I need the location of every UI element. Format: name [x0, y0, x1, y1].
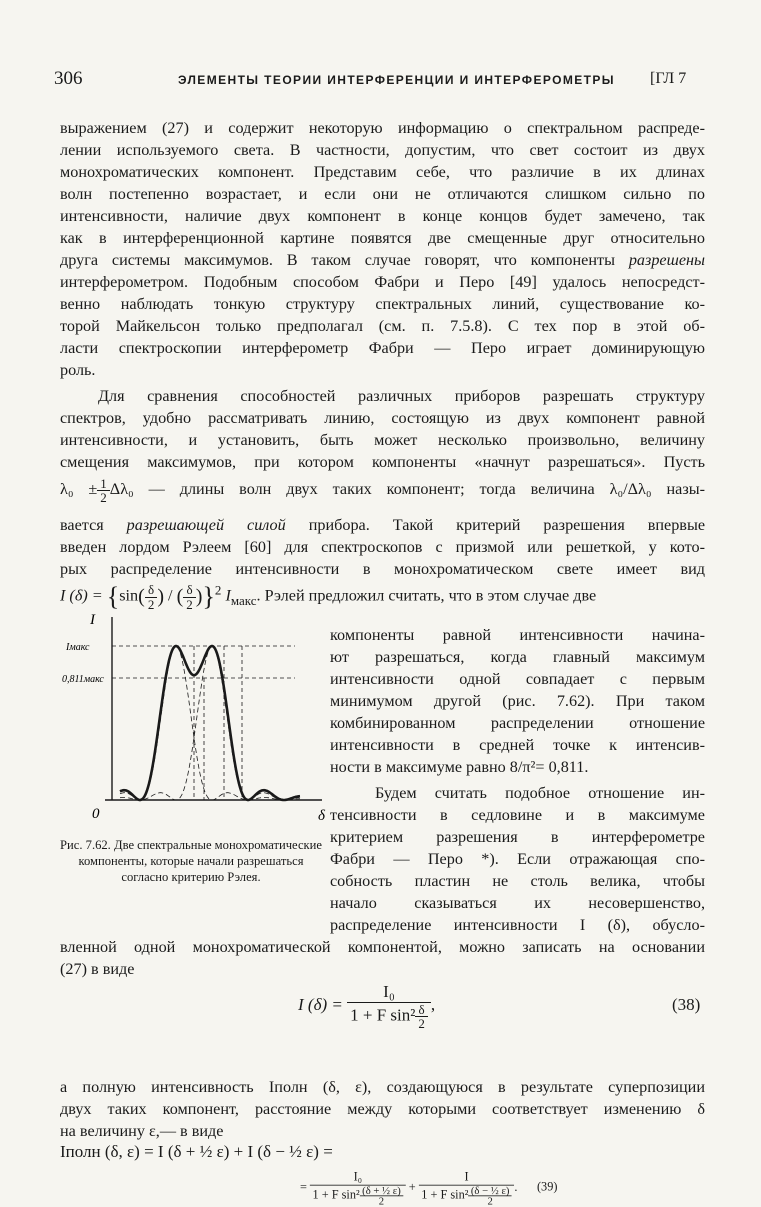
- numerator: I: [419, 1170, 515, 1186]
- text-line: двух таких компонент, расстояние между которыми соответствует изменению δ: [60, 1100, 705, 1118]
- text-line: собность пластин не столь велика, чтобы: [330, 872, 705, 890]
- text-line: ют разрешаться, когда главный максимум: [330, 648, 705, 666]
- period: .: [514, 1181, 518, 1195]
- equation-number: (39): [536, 1181, 558, 1195]
- text-line: интерферометром. Подобным способом Фабри и Перо [49] удалось непосредст-: [60, 273, 705, 291]
- text-line: интенсивности, наличие двух компонент в конце концов будет замечено, так: [60, 207, 705, 225]
- equation-38: [298, 982, 435, 1030]
- numerator: δ: [183, 583, 196, 598]
- text-line: на величину ε,— в виде: [60, 1122, 224, 1140]
- text-line: [60, 249, 705, 271]
- text-span: . Рэлей предложил считать, что в этом случае две: [256, 586, 597, 605]
- text-line: (27) в виде: [60, 960, 135, 978]
- text-line: торой Майкельсон только предполагал (см. п. 7.5.8). С тех пор в этой об-: [60, 317, 705, 335]
- text-line: Фабри — Перо *). Если отражающая спо-: [330, 850, 705, 868]
- fraction: [145, 583, 158, 612]
- text-span: λ₀ ±: [60, 480, 98, 498]
- exponent: 2: [214, 582, 222, 598]
- numerator: (δ + ½ ε): [360, 1186, 404, 1197]
- formula-lhs: I (δ) =: [60, 586, 103, 605]
- numerator: δ: [145, 583, 158, 598]
- text-span: Δλ₀ — длины волн двух таких компонент; тогда величина λ₀/Δλ₀ назы-: [109, 480, 705, 498]
- denominator: [419, 1183, 515, 1207]
- text-line: минимумом другой (рис. 7.62). При таком: [330, 692, 705, 710]
- equation-39-line2: [300, 1170, 557, 1206]
- text-line: выражением (27) и содержит некоторую информацию о спектральном распреде-: [60, 119, 705, 137]
- label-zero: 0: [92, 806, 100, 822]
- denominator: 2: [378, 1194, 385, 1207]
- equals: =: [300, 1181, 307, 1195]
- formula-line: I (δ) = {sin( $\frac{\delta}{2}$ ) / ( $\frac{\delta}{2}$ )}$^2$ $I_{макс}$. Рэлей предложил считать, что в этом случае две: [60, 581, 597, 612]
- figure-7-62: [60, 612, 330, 830]
- text-line: [60, 514, 705, 536]
- text-line: введен лордом Рэлеем [60] для спектроскопов с призмой или решеткой, у кото-: [60, 538, 705, 556]
- fraction: [97, 477, 110, 504]
- denominator: 2: [100, 489, 107, 505]
- italic-term: разрешающей силой: [126, 516, 286, 534]
- numerator: I₀: [310, 1170, 406, 1186]
- text-line: монохроматических компонент. Представим себе, что различие в их длинах: [60, 163, 705, 181]
- fraction: [468, 1183, 512, 1207]
- text-line: интенсивности в средней точке к интенсив-: [330, 736, 705, 754]
- eq-lhs: I (δ) =: [298, 994, 343, 1014]
- text-line: ности в максимуме равно 8/π²= 0,811.: [330, 758, 589, 776]
- fraction: [183, 583, 196, 612]
- denominator: 2: [487, 1194, 493, 1207]
- text-span: вается: [60, 516, 104, 534]
- text-span: прибора. Такой критерий разрешения впервые: [308, 516, 706, 534]
- label-I: I: [90, 612, 95, 628]
- text-line: роль.: [60, 361, 96, 379]
- chapter-label: [ГЛ 7: [650, 70, 687, 87]
- den-text: 1 + F sin²: [312, 1188, 360, 1202]
- imax-subscript: макс: [230, 592, 257, 608]
- lambda-line: [60, 474, 705, 504]
- fraction: [360, 1183, 404, 1207]
- numerator: 1: [97, 477, 110, 491]
- text-line: смещения максимумов, при котором компоненты «начнут разрешаться». Пусть: [60, 453, 705, 471]
- fraction: [347, 982, 431, 1030]
- text-line: Для сравнения способностей различных приборов разрешать структуру: [98, 387, 705, 405]
- figure-caption: Рис. 7.62. Две спектральные монохроматические компоненты, которые начали разрешаться согласно критерию Рэлея.: [60, 838, 322, 884]
- text-line: комбинированном распределении отношение: [330, 714, 705, 732]
- italic-term: разрешены: [628, 251, 706, 269]
- running-title: ЭЛЕМЕНТЫ ТЕОРИИ ИНТЕРФЕРЕНЦИИ И ИНТЕРФЕРОМЕТРЫ: [178, 73, 615, 87]
- imax-symbol: I: [225, 586, 231, 605]
- denominator: 2: [418, 1016, 425, 1031]
- component-curve-1: [120, 646, 300, 800]
- den-text: 1 + F sin²: [350, 1005, 416, 1025]
- comma: ,: [430, 994, 436, 1014]
- component-curve-2: [120, 646, 300, 800]
- denominator: 2: [186, 596, 193, 612]
- page-number: 306: [54, 68, 83, 89]
- text-line: вленной одной монохроматической компонентой, можно записать на основании: [60, 938, 705, 956]
- text-line: интенсивности, и установить, быть может несколько произвольно, величину: [60, 431, 705, 449]
- text-line: волн постепенно возрастает, и если они не отличаются слишком сильно по: [60, 185, 705, 203]
- text-line: а полную интенсивность Iполн (δ, ε), создающуюся в результате суперпозиции: [60, 1078, 705, 1096]
- text-line: интенсивности одной совпадает с первым: [330, 670, 705, 688]
- numerator: I₀: [347, 982, 431, 1003]
- sum-curve: [120, 646, 300, 800]
- den-text: 1 + F sin²: [421, 1188, 469, 1202]
- plus: +: [408, 1181, 416, 1195]
- text-line: спектров, удобно рассматривать линию, состоящую из двух компонент равной: [60, 409, 705, 427]
- denominator: [347, 1003, 431, 1030]
- numerator: (δ − ½ ε): [468, 1186, 512, 1197]
- sin-label: sin: [119, 586, 139, 605]
- label-delta: δ: [318, 808, 325, 824]
- fraction: [310, 1170, 406, 1206]
- text-line: компоненты равной интенсивности начина-: [330, 626, 705, 644]
- text-line: лении используемого света. В частности, допустим, что свет состоит из двух: [60, 141, 705, 159]
- text-line: венно наблюдать тонкую структуру спектральных линий, существование ко-: [60, 295, 705, 313]
- label-0811: 0,811макс: [62, 674, 104, 685]
- text-line: критерием разрешения в интерферометре: [330, 828, 705, 846]
- equation-number: (38): [672, 995, 701, 1014]
- label-imax: Iмакс: [66, 642, 90, 653]
- text-line: Будем считать подобное отношение ин-: [375, 784, 705, 802]
- text-line: как в интерференционной картине появятся две смещенные друг относительно: [60, 229, 705, 247]
- text-line: рых распределение интенсивности в монохроматическом свете имеет вид: [60, 560, 705, 578]
- text-line: начало сказываться их несовершенство,: [330, 894, 705, 912]
- denominator: [310, 1183, 406, 1207]
- equation-39-line1: Iполн (δ, ε) = I (δ + ½ ε) + I (δ − ½ ε) =: [60, 1142, 333, 1161]
- text-line: тенсивности в седловине и в максимуме: [330, 806, 705, 824]
- text-line: ласти спектроскопии интерферометр Фабри — Перо играет доминирующую: [60, 339, 705, 357]
- fraction: [419, 1170, 518, 1207]
- fraction: [415, 1003, 428, 1030]
- numerator: δ: [415, 1003, 428, 1017]
- denominator: 2: [147, 596, 155, 612]
- text-line: распределение интенсивности I (δ), обусло-: [330, 916, 705, 934]
- text-span: друга системы максимумов. В таком случае говорят, что компоненты: [60, 251, 615, 269]
